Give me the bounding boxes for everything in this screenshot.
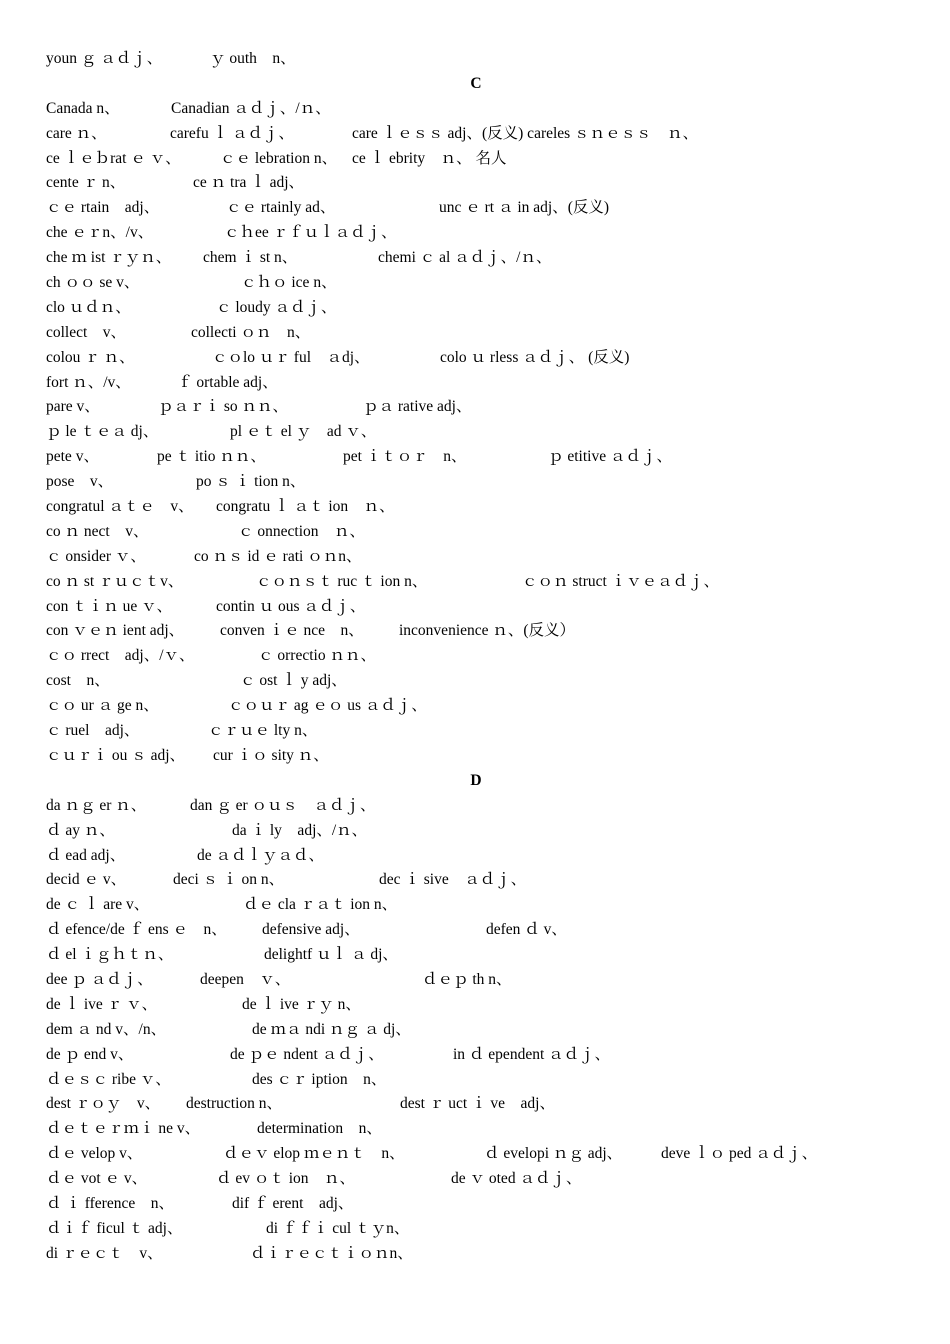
word-entry: pl ｅｔ el ｙ ad ｖ、 — [230, 423, 377, 441]
word-entry: ｃ ruel adj、 — [46, 722, 140, 740]
word-family-line — [46, 221, 906, 246]
section-heading: D — [470, 771, 482, 789]
word-entry: youn ｇ ａｄｊ、 — [46, 50, 163, 67]
word-entry: de ｍａ ndi ｎｇ ａ dj、 — [252, 1020, 411, 1038]
word-entry: de ｐｅ ndent ａｄｊ、 — [230, 1045, 384, 1063]
word-family-line — [46, 122, 906, 147]
word-entry: co ｎｓ id ｅ rati ｏｎn、 — [194, 547, 362, 565]
word-entry: pete v、 — [46, 448, 99, 466]
word-entry: congratu ｌ ａｔ ion ｎ、 — [216, 498, 395, 516]
word-entry: ｃ onnection ｎ、 — [238, 522, 365, 540]
word-entry: ｄｅ velop v、 — [46, 1145, 143, 1163]
word-family-line — [46, 968, 906, 993]
word-entry: des ｃｒ iption n、 — [252, 1070, 387, 1088]
word-family-line — [46, 47, 906, 72]
word-entry: ch ｏｏ se v、 — [46, 274, 140, 292]
section-heading: C — [470, 74, 482, 92]
word-family-line — [46, 296, 906, 321]
word-entry: conven ｉｅ nce n、 — [220, 622, 364, 640]
word-entry: ｄｅ vot ｅ v、 — [46, 1170, 148, 1188]
word-entry: deepen ｖ、 — [200, 970, 291, 988]
word-entry: ｃｒｕｅ lty n、 — [208, 722, 318, 740]
word-entry: chem ｉ st n、 — [203, 249, 298, 267]
word-entry: ce ｌ ebrity ｎ、 名人 — [352, 149, 507, 167]
word-entry: ｃｏ ur ａ ge n、 — [46, 697, 159, 715]
word-family-line — [46, 694, 906, 719]
word-entry: in ｄ ependent ａｄｊ、 — [453, 1045, 611, 1063]
word-family-line — [46, 1092, 906, 1117]
word-entry: de ｐ end v、 — [46, 1045, 134, 1063]
word-family-line — [46, 346, 906, 371]
word-family-line — [46, 719, 906, 744]
word-entry: ｄｅｓｃ ribe ｖ、 — [46, 1070, 171, 1088]
word-family-line — [46, 669, 906, 694]
word-entry: unc ｅ rt ａ in adj、(反义) — [439, 199, 610, 217]
word-entry: de ｃ ｌ are v、 — [46, 896, 150, 914]
word-entry: pe ｔ itio ｎｎ、 — [157, 448, 266, 466]
word-family-line — [46, 595, 906, 620]
word-family-line — [46, 196, 906, 221]
word-family-line — [46, 570, 906, 595]
word-entry: ｄ ay ｎ、 — [46, 821, 115, 839]
word-family-line — [46, 1043, 906, 1068]
word-entry: dif ｆ erent adj、 — [232, 1194, 354, 1212]
word-entry: de ｌ ive ｒｙ n、 — [242, 995, 361, 1013]
word-entry: dec ｉ sive ａｄｊ、 — [379, 871, 527, 889]
word-entry: ｄ el ｉｇｈｔｎ、 — [46, 946, 174, 964]
word-entry: ｐ le ｔｅａ dj、 — [46, 423, 159, 441]
word-family-line — [46, 844, 906, 869]
word-family-line — [46, 545, 906, 570]
word-entry: ｄｅｖ elop ｍｅｎｔ n、 — [223, 1145, 405, 1163]
word-entry: ｃｏｎｓｔ ruc ｔ ion n、 — [256, 572, 428, 590]
word-entry: da ｉ ly adj、/ｎ、 — [232, 821, 368, 839]
word-family-line — [46, 271, 906, 296]
word-entry: ｄ evelopi ｎｇ adj、 — [484, 1145, 623, 1163]
word-entry: co ｎ st ｒｕｃｔv、 — [46, 572, 184, 590]
word-entry: colo ｕ rless ａｄｊ、 (反义) — [440, 348, 630, 366]
word-family-line — [46, 420, 906, 445]
word-entry: de ａｄｌｙａｄ、 — [197, 846, 325, 864]
word-entry: di ｆｆｉ cul ｔｙn、 — [266, 1219, 410, 1237]
word-family-line — [46, 171, 906, 196]
word-entry: ｃ loudy ａｄｊ、 — [216, 298, 337, 316]
word-entry: Canadian ａｄｊ、/ｎ、 — [171, 99, 331, 117]
word-entry: fort ｎ、/v、 — [46, 373, 131, 391]
word-entry: deve ｌｏ ped ａｄｊ、 — [661, 1145, 818, 1163]
word-family-line — [46, 644, 906, 669]
word-entry: determination n、 — [257, 1120, 382, 1138]
word-family-line — [46, 943, 906, 968]
word-family-line — [46, 371, 906, 396]
word-entry: pare v、 — [46, 398, 100, 416]
word-entry: ｃｈｏ ice n、 — [241, 274, 337, 292]
word-entry: po ｓ ｉ tion n、 — [196, 473, 306, 491]
word-entry: ｃｅ rtain adj、 — [46, 199, 160, 217]
word-family-line — [46, 147, 906, 172]
word-entry: deci ｓ ｉ on n、 — [173, 871, 285, 889]
word-entry: ｙ outh n、 — [210, 50, 296, 67]
word-entry: ｄ efence/de ｆ ens ｅ n、 — [46, 921, 227, 939]
word-entry: ce ｌｅｂrat ｅ ｖ、 — [46, 149, 181, 167]
word-entry: ｃ onsider ｖ、 — [46, 547, 146, 565]
word-entry: ｃｅ lebration n、 — [220, 149, 338, 167]
word-entry: collecti ｏｎ n、 — [191, 323, 311, 341]
word-family-line — [46, 868, 906, 893]
word-entry: ｄ ead adj、 — [46, 846, 126, 864]
word-family-line — [46, 619, 906, 644]
word-family-line — [46, 321, 906, 346]
word-family-line — [46, 819, 906, 844]
word-entry: da ｎｇ er ｎ、 — [46, 796, 147, 814]
word-entry: dee ｐ ａｄｊ、 — [46, 970, 153, 988]
word-entry: ｐ etitive ａｄｊ、 — [548, 448, 672, 466]
word-entry: ｃ orrectio ｎｎ、 — [258, 647, 376, 665]
word-entry: ｃｏ rrect adj、/ｖ、 — [46, 647, 195, 665]
word-entry: ce ｎ tra ｌ adj、 — [193, 174, 305, 192]
word-entry: ｄｅ cla ｒａｔ ion n、 — [243, 896, 398, 914]
word-entry: cente ｒ n、 — [46, 174, 126, 192]
word-family-line — [46, 1142, 906, 1167]
word-family-line — [46, 445, 906, 470]
word-family-line — [46, 1018, 906, 1043]
word-entry: pose v、 — [46, 473, 114, 491]
word-entry: ｃｏlo ｕｒ ful ａdj、 — [212, 348, 370, 366]
word-family-line — [46, 893, 906, 918]
word-entry: cur ｉｏ sity ｎ、 — [213, 746, 329, 764]
word-entry: destruction n、 — [186, 1095, 282, 1113]
word-family-line — [46, 470, 906, 495]
word-family-line — [46, 918, 906, 943]
word-family-line — [46, 1217, 906, 1242]
word-entry: contin ｕ ous ａｄｊ、 — [216, 597, 366, 615]
word-family-line — [46, 1068, 906, 1093]
word-entry: ｄｅｐ th n、 — [422, 970, 512, 988]
word-entry: ｃｕｒｉ ou ｓ adj、 — [46, 746, 186, 764]
word-entry: collect v、 — [46, 323, 127, 341]
word-entry: dest ｒ uct ｉ ve adj、 — [400, 1095, 555, 1113]
word-entry: ｄｅｔｅｒｍｉ ne v、 — [46, 1120, 201, 1138]
word-family-line — [46, 1117, 906, 1142]
word-entry: ｄｉｒｅｃｔｉｏｎn、 — [250, 1244, 413, 1262]
word-entry: ｃｅ rtainly ad、 — [226, 199, 336, 217]
word-entry: con ｔｉｎ ue ｖ、 — [46, 597, 173, 615]
word-entry: decid ｅ v、 — [46, 871, 127, 889]
word-entry: con ｖｅｎ ient adj、 — [46, 622, 185, 640]
word-family-line — [46, 993, 906, 1018]
word-entry: ｄ ｉ fference n、 — [46, 1194, 174, 1212]
word-family-line — [46, 495, 906, 520]
word-entry: ｄｉｆ ficul ｔ adj、 — [46, 1219, 183, 1237]
word-entry: Canada n、 — [46, 99, 120, 117]
word-family-line — [46, 744, 906, 769]
word-entry: che ｍ ist ｒｙｎ、 — [46, 249, 172, 267]
word-entry: ｃｏｎ struct ｉｖｅａｄｊ、 — [522, 572, 720, 590]
word-entry: ｐａｒｉ so ｎｎ、 — [158, 398, 289, 416]
word-entry: co ｎ nect v、 — [46, 522, 149, 540]
word-family-line — [46, 246, 906, 271]
word-entry: di ｒｅｃｔ v、 — [46, 1244, 163, 1262]
word-entry: inconvenience ｎ、(反义） — [399, 622, 576, 640]
word-entry: che ｅｒn、/v、 — [46, 224, 154, 242]
word-entry: chemi ｃ al ａｄｊ、/ｎ、 — [378, 249, 552, 267]
word-entry: congratul ａｔｅ v、 — [46, 498, 194, 516]
word-family-line — [46, 520, 906, 545]
word-entry: defensive adj、 — [262, 921, 360, 939]
word-entry: dan ｇ er ｏｕｓ ａｄｊ、 — [190, 796, 376, 814]
word-family-line — [46, 1242, 906, 1267]
word-entry: ｐａ rative adj、 — [363, 398, 472, 416]
word-family-line — [46, 1192, 906, 1217]
word-entry: ｃｏｕｒ ag ｅｏ us ａｄｊ、 — [228, 697, 427, 715]
word-entry: defen ｄ v、 — [486, 921, 567, 939]
word-entry: ｄ ev ｏｔ ion ｎ、 — [216, 1170, 356, 1188]
word-entry: colou ｒ ｎ、 — [46, 348, 135, 366]
word-entry: carefu ｌ ａｄｊ、 — [170, 124, 294, 142]
word-entry: de ｖ oted ａｄｊ、 — [451, 1170, 582, 1188]
word-entry: care ｎ、 — [46, 124, 107, 142]
word-family-line — [46, 395, 906, 420]
document-page — [46, 47, 906, 1267]
word-entry: delightf ｕｌ ａ dj、 — [264, 946, 398, 964]
word-entry: de ｌ ive ｒ ｖ、 — [46, 995, 158, 1013]
word-entry: clo ｕｄｎ、 — [46, 298, 131, 316]
word-entry: care ｌｅｓｓ adj、(反义) careles ｓｎｅｓｓ ｎ、 — [352, 124, 699, 142]
word-entry: pet ｉｔｏｒ n、 — [343, 448, 467, 466]
word-entry: ｆ ortable adj、 — [177, 373, 278, 391]
word-entry: ｃ ost ｌ y adj、 — [240, 672, 347, 690]
word-entry: cost n、 — [46, 672, 110, 690]
word-entry: dest ｒｏｙ v、 — [46, 1095, 161, 1113]
word-family-line — [46, 97, 906, 122]
word-family-line — [46, 1167, 906, 1192]
word-entry: dem ａ nd v、/n、 — [46, 1020, 167, 1038]
word-entry: ｃｈee ｒｆｕｌａｄｊ、 — [224, 224, 397, 242]
word-family-line — [46, 794, 906, 819]
